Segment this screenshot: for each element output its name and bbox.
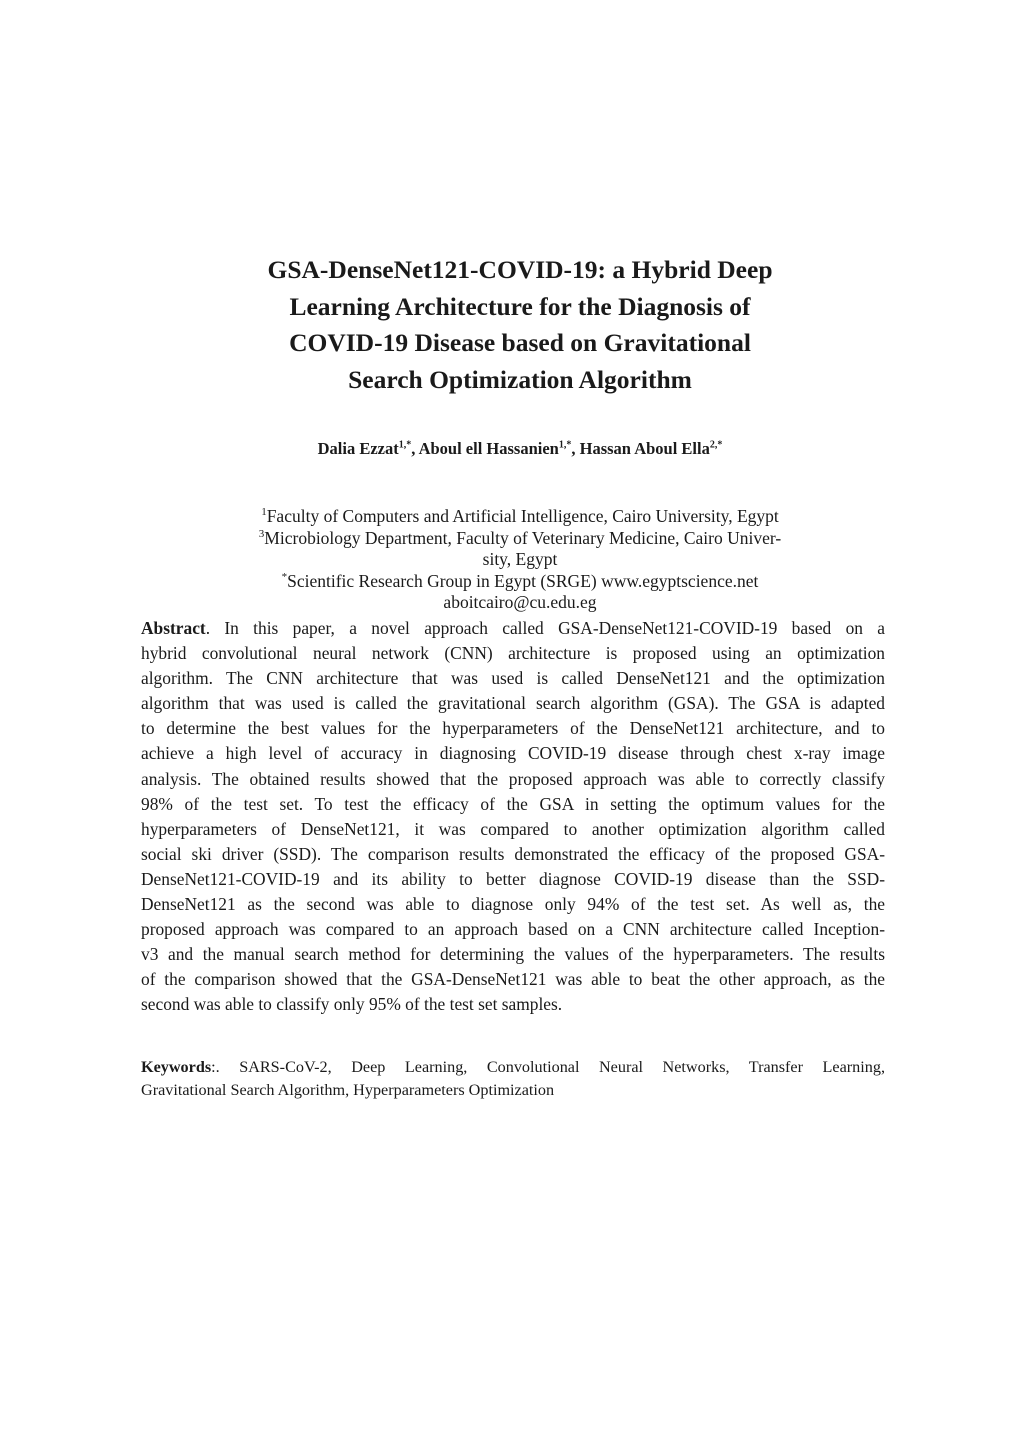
contact-email — [180, 592, 860, 614]
abstract-line: achieve a high level of accuracy in diagnosing COVID-19 disease through chest x-ray image — [141, 743, 885, 764]
abstract-line — [141, 616, 885, 641]
affiliation-text: sity, Egypt — [482, 549, 558, 569]
affiliation-mark: 1 — [261, 506, 267, 519]
affiliation-mark: * — [281, 570, 288, 583]
abstract-text: . In this paper, a novel approach called GSA-DenseNet121-COVID-19 based on a — [205, 618, 885, 638]
abstract-line: second was able to classify only 95% of the test set samples. — [141, 994, 563, 1015]
abstract-line: v3 and the manual search method for determining the values of the hyperparameters. The results — [141, 944, 885, 965]
abstract-line: DenseNet121 as the second was able to diagnose only 94% of the test set. As well as, the — [141, 894, 885, 915]
author-name: Aboul ell Hassanien — [418, 439, 559, 458]
keywords-line — [141, 1056, 885, 1079]
author-name: Hassan Aboul Ella — [579, 439, 710, 458]
abstract-line: proposed approach was compared to an approach based on a CNN architecture called Inception- — [141, 919, 885, 940]
author-name: Dalia Ezzat — [317, 439, 399, 458]
author-affiliation-mark: 2,* — [709, 439, 723, 451]
abstract-label: Abstract — [141, 618, 206, 638]
author-affiliation-mark: 1,* — [398, 439, 412, 451]
abstract-line: DenseNet121-COVID-19 and its ability to better diagnose COVID-19 disease than the SSD- — [141, 868, 885, 889]
keywords-label: Keywords — [141, 1058, 212, 1076]
abstract-line: algorithm that was used is called the gravitational search algorithm (GSA). The GSA is adapted — [141, 693, 885, 714]
abstract-line: hyperparameters of DenseNet121, it was compared to another optimization algorithm called — [141, 818, 885, 839]
keywords-line: Gravitational Search Algorithm, Hyperparameters Optimization — [141, 1080, 555, 1099]
affiliation-line — [180, 506, 860, 528]
keywords-text: :. SARS-CoV-2, Deep Learning, Convolutional Neural Networks, Transfer Learning, — [211, 1058, 885, 1076]
author-separator: , — [571, 439, 580, 458]
author-list — [150, 436, 890, 462]
abstract-line: analysis. The obtained results showed that the proposed approach was able to correctly classify — [141, 768, 885, 789]
affiliation-line — [180, 571, 860, 593]
affiliation-text: Microbiology Department, Faculty of Veterinary Medicine, Cairo Univer- — [264, 527, 782, 548]
affiliation-block — [180, 506, 860, 614]
abstract-line: algorithm. The CNN architecture that was used is called DenseNet121 and the optimization — [141, 668, 885, 689]
abstract-line: social ski driver (SSD). The comparison results demonstrated the efficacy of the proposed GSA- — [141, 843, 885, 864]
keywords-section — [141, 1056, 885, 1101]
affiliation-text: Scientific Research Group in Egypt (SRGE) www.egyptscience.net — [287, 570, 759, 591]
abstract-line: of the comparison showed that the GSA-DenseNet121 was able to beat the other approach, as the — [141, 969, 885, 990]
title-line: COVID-19 Disease based on Gravitational — [289, 328, 751, 357]
title-line: GSA-DenseNet121-COVID-19: a Hybrid Deep — [267, 255, 773, 284]
author-affiliation-mark: 1,* — [558, 439, 572, 451]
author-separator: , — [411, 439, 419, 458]
title-line: Search Optimization Algorithm — [348, 364, 692, 394]
affiliation-line — [180, 528, 860, 550]
abstract-line: 98% of the test set. To test the efficacy of the GSA in setting the optimum values for the — [141, 793, 885, 814]
paper-title — [200, 252, 840, 398]
abstract-section — [141, 616, 885, 1018]
title-line: Learning Architecture for the Diagnosis of — [289, 291, 751, 321]
email-text: aboitcairo@cu.edu.eg — [443, 592, 597, 612]
abstract-line: to determine the best values for the hyperparameters of the DenseNet121 architecture, and to — [141, 718, 885, 739]
affiliation-mark: 3 — [258, 527, 265, 540]
affiliation-text: Faculty of Computers and Artificial Intelligence, Cairo University, Egypt — [266, 506, 779, 526]
abstract-line: hybrid convolutional neural network (CNN) architecture is proposed using an optimization — [141, 643, 885, 664]
affiliation-line — [180, 549, 860, 571]
